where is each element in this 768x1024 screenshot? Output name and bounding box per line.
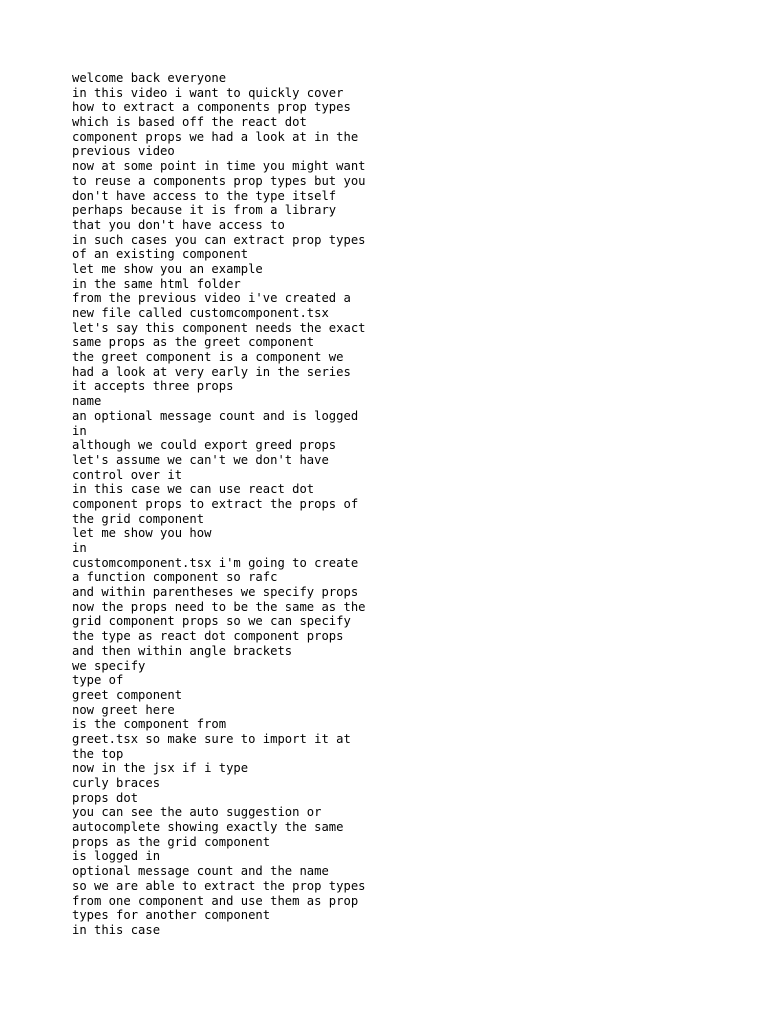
transcript-line: which is based off the react dot [72, 115, 307, 130]
transcript-line: now at some point in time you might want [72, 159, 366, 174]
transcript-line: previous video [72, 144, 175, 159]
transcript-line: let me show you an example [72, 261, 263, 276]
transcript-line: is the component from [72, 717, 227, 732]
transcript-line: don't have access to the type itself [72, 188, 337, 203]
transcript-line: we specify [72, 658, 146, 673]
transcript-line: types for another component [72, 908, 271, 923]
transcript-line: in [72, 423, 87, 438]
transcript-line: let's assume we can't we don't have [72, 452, 329, 467]
transcript-line: autocomplete showing exactly the same [72, 820, 344, 835]
transcript-line: in this case [72, 922, 161, 937]
transcript-line: and then within angle brackets [72, 643, 293, 658]
transcript-line: in this video i want to quickly cover [72, 85, 344, 100]
transcript-line: it accepts three props [72, 379, 234, 394]
transcript-line: and within parentheses we specify props [72, 585, 359, 600]
transcript-line: the greet component is a component we [72, 350, 344, 365]
transcript-line: name [72, 394, 102, 409]
transcript-line: greet component [72, 687, 183, 702]
transcript-line: grid component props so we can specify [72, 614, 351, 629]
transcript-line: same props as the greet component [72, 335, 315, 350]
transcript-line: props as the grid component [72, 834, 271, 849]
transcript-line: new file called customcomponent.tsx [72, 306, 329, 320]
transcript-line: now the props need to be the same as the [72, 599, 366, 614]
transcript-line: component props to extract the props of [72, 496, 359, 511]
transcript-line: a function component so rafc [72, 570, 278, 585]
transcript-line: in the same html folder [72, 276, 241, 291]
transcript-line: in such cases you can extract prop types [72, 232, 366, 247]
transcript-line: the top [72, 746, 124, 761]
transcript-line: from one component and use them as prop [72, 893, 359, 908]
transcript-line: the grid component [72, 511, 205, 526]
transcript-line: control over it [72, 467, 183, 482]
transcript-line: how to extract a components prop types [72, 100, 351, 115]
transcript-line: optional message count and the name [72, 864, 329, 879]
transcript-line: perhaps because it is from a library [72, 203, 337, 218]
transcript-line: so we are able to extract the prop types [72, 878, 366, 893]
transcript-line: an optional message count and is logged [72, 408, 359, 423]
transcript-line: you can see the auto suggestion or [72, 805, 322, 820]
transcript-line: now in the jsx if i type [72, 761, 249, 776]
transcript-line: let me show you how [72, 526, 212, 541]
transcript-line: is logged in [72, 849, 161, 864]
transcript-line: greet.tsx so make sure to import it at [72, 731, 351, 746]
transcript-line: had a look at very early in the series [72, 364, 351, 379]
transcript-line: the type as react dot component props [72, 629, 344, 644]
transcript-line: now greet here [72, 702, 175, 717]
transcript-line: of an existing component [72, 247, 249, 262]
transcript-line: to reuse a components prop types but you [72, 173, 366, 188]
transcript-line: welcome back everyone [72, 71, 227, 85]
transcript-line: although we could export greed props [72, 438, 337, 453]
transcript-text [72, 71, 732, 938]
transcript-line: in [72, 541, 87, 555]
transcript-line: customcomponent.tsx i'm going to create [72, 555, 359, 570]
transcript-line: in this case we can use react dot [72, 482, 315, 497]
transcript-line: component props we had a look at in the [72, 129, 359, 144]
transcript-line: curly braces [72, 776, 161, 790]
transcript-line: type of [72, 673, 124, 688]
transcript-line: from the previous video i've created a [72, 291, 351, 306]
transcript-line: let's say this component needs the exact [72, 320, 366, 335]
transcript-line: that you don't have access to [72, 217, 285, 232]
transcript-line: props dot [72, 790, 139, 805]
